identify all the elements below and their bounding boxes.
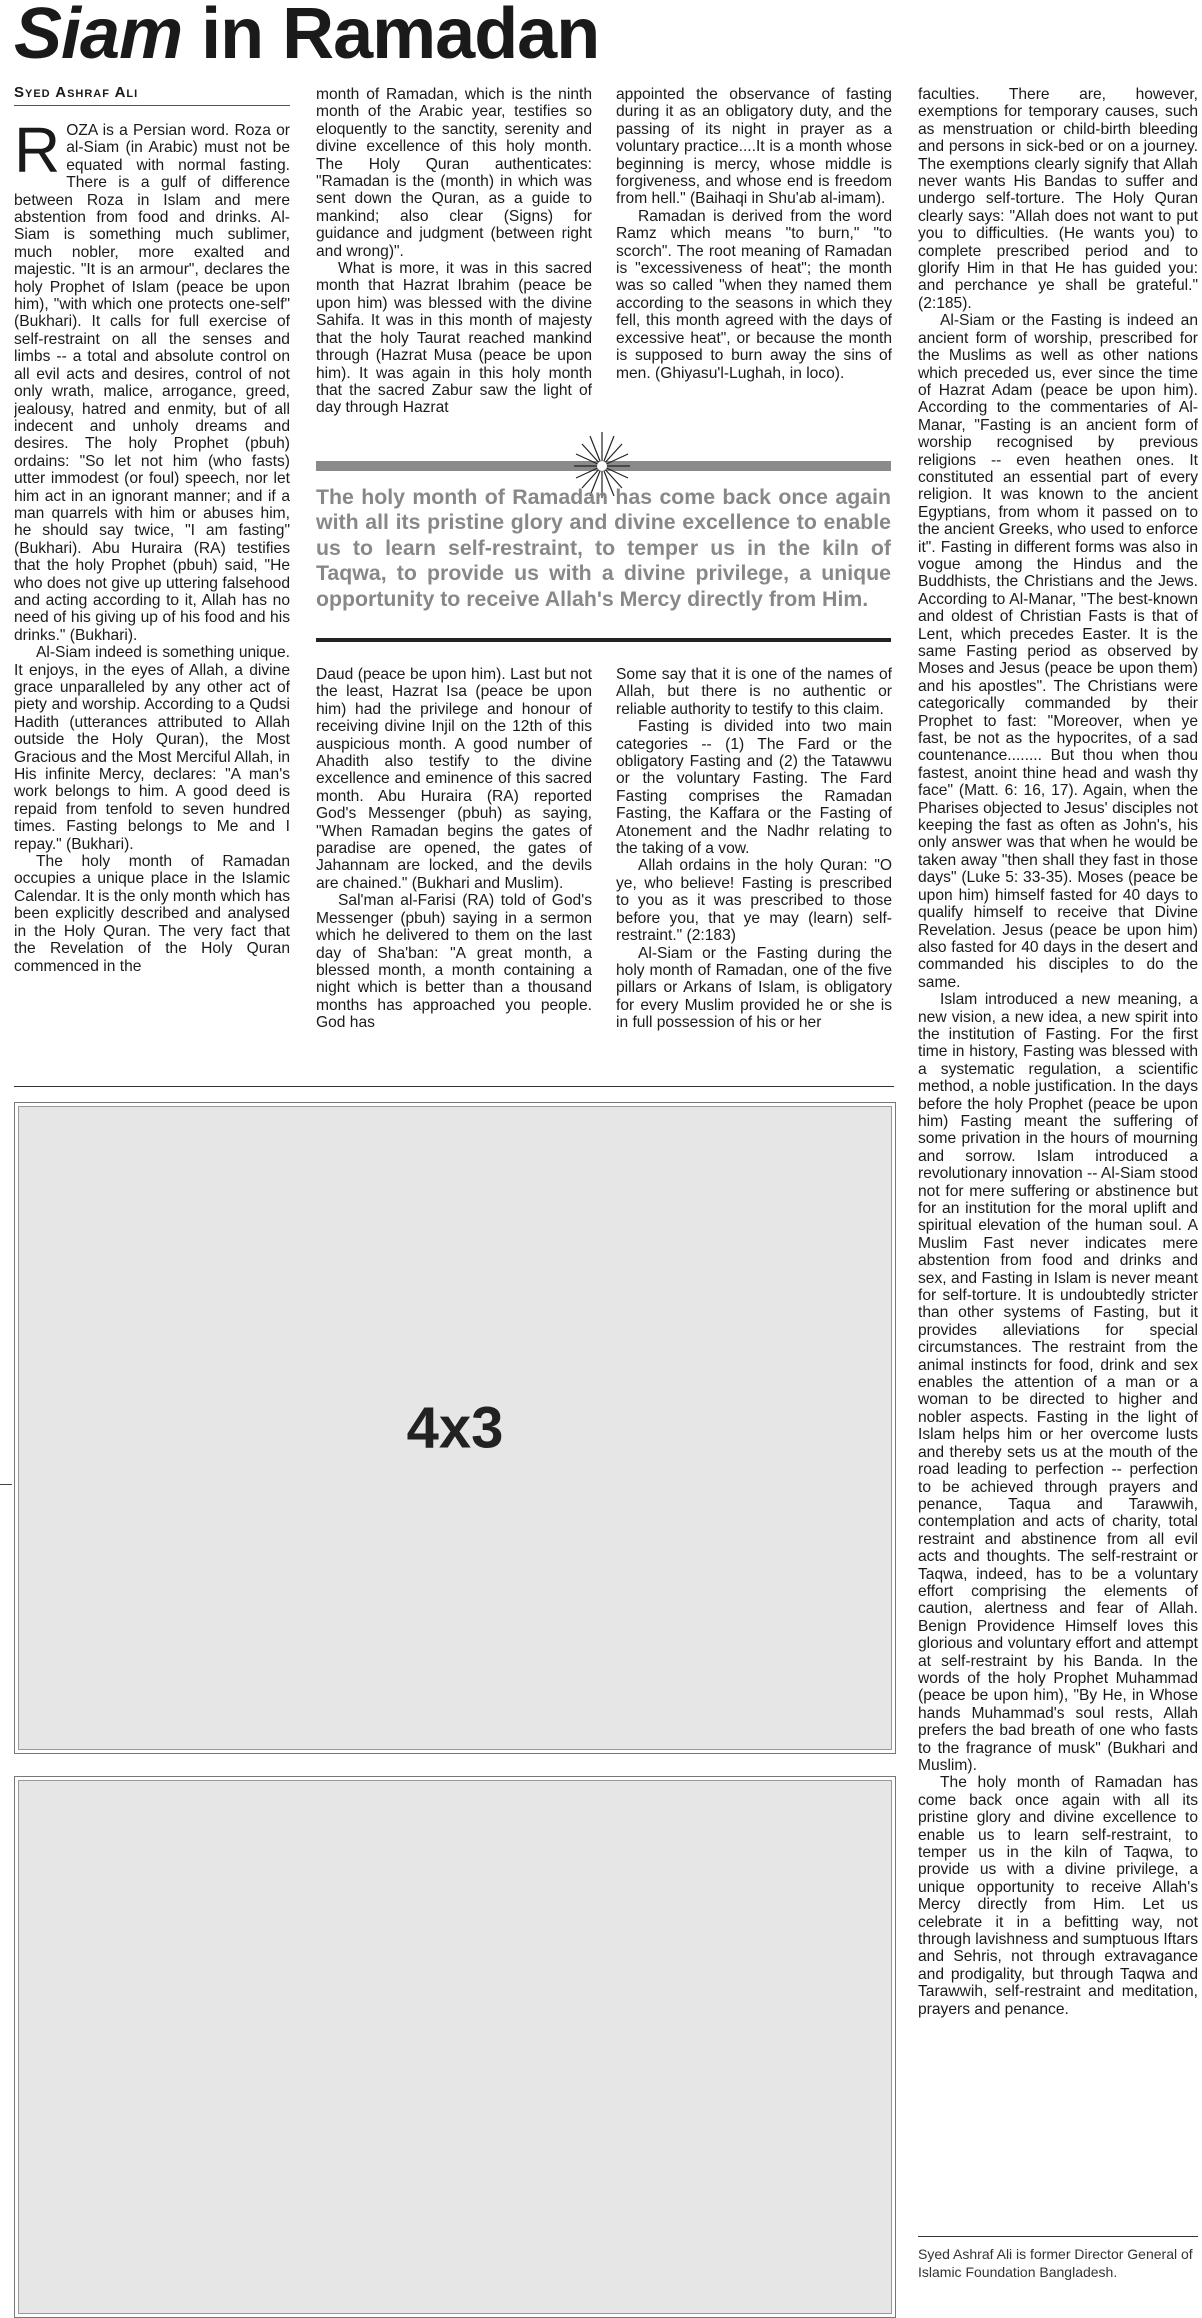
ad-placeholder-4x3 — [14, 1102, 896, 1754]
col4-paragraph-3: Islam introduced a new meaning, a new vision, a new idea, a new spirit into the institution of Fasting. For the first time in history, Fasting was blessed with a systematic regulation, a scientific method, a noble justification. In the days before the holy Prophet (peace be upon him) Fasting meant the suffering of some privation in the hours of mourning and sorrow. Islam introduced a revolutionary innovation -- Al-Siam stood not for mere suffering or abstinence but for an institution for the moral uplift and spiritual elevation of the human soul. A Muslim Fast never indicates mere abstention from food and drinks and sex, and Fasting in Islam is never meant for self-torture. It is undoubtedly stricter than other systems of Fasting, but it provides alleviations for special circumstances. The restraint from the animal instincts for food, drink and sex enables the attention of a man or a woman to be directed to higher and nobler aspects. Fasting in the light of Islam helps him or her overcome lusts and thereby sets us at the mouth of the road leading to perfection -- perfection to be achieved through prayers and penance, Taqua and Tarawwih, contemplation and acts of charity, total restraint and abstinence from all evil acts and thoughts. The self-restraint or Taqwa, indeed, has to be a voluntary effort comprising the elements of caution, alertness and fear of Allah. Benign Providence Himself loves this glorious and voluntary effort and attempt at self-restraint by his Banda. In the words of the holy Prophet Muhammad (peace be upon him), "By He, in Whose hands Muhammad's soul rests, Allah prefers the bad breath of one who fasts to the fragrance of musk" (Bukhari and Muslim). — [918, 991, 1198, 1774]
pull-quote — [316, 430, 891, 642]
ad-top-rule — [14, 1086, 894, 1087]
ad-size-label: 4x3 — [406, 1395, 504, 1461]
col2-paragraph-2: What is more, it was in this sacred month that Hazrat Ibrahim (peace be upon him) was blessed with the divine Sahifa. It was in this month of majesty that the holy Taurat reached mankind through (Hazrat Musa (peace be upon him). It was again in this holy month that the sacred Zabur saw the light of day through Hazrat — [316, 260, 592, 417]
col3b-paragraph-1: Some say that it is one of the names of Allah, but there is no authentic or reliable authority to testify to this claim. — [616, 666, 892, 718]
col2b-paragraph-1: Daud (peace be upon him). Last but not the least, Hazrat Isa (peace be upon him) had the privilege and honour of receiving divine Injil on the 12th of this auspicious month. A good number of Ahadith also testify to the divine excellence and eminence of this sacred month. Abu Huraira (RA) reported God's Messenger (pbuh) as saying, "When Ramadan begins the gates of paradise are opened, the gates of Jahannam are locked, and the devils are chained." (Bukhari and Muslim). — [316, 666, 592, 892]
column-1 — [14, 122, 290, 1082]
column-2-bottom — [316, 666, 592, 1082]
headline-italic: Siam — [14, 0, 183, 74]
column-4 — [918, 86, 1198, 2234]
col4-paragraph-2: Al-Siam or the Fasting is indeed an ancient form of worship, prescribed for the Muslims as well as other nations which preceded us, ever since the time of Hazrat Adam (peace be upon him). According to the commentaries of Al-Manar, "Fasting is an ancient form of worship recognised by previous religions -- even heathen ones. It constituted an essential part of every religion. It was known to the ancient Egyptians, from whom it passed on to the ancient Greeks, who used to enforce it". Fasting in different forms was also in vogue among the Hindus and the Buddhists, the Christians and the Jews. According to Al-Manar, "The best-known and oldest of Christian Fasts is that of Lent, which precedes Easter. It is the same Fasting period as observed by Moses and Jesus (peace be upon them) and his apostles". The Christians were categorically commanded by their Prophet to fast: "Moreover, when ye fast, be not as the hypocrites, of a sad countenance........ But thou when thou fastest, anoint thine head and wash thy face" (Matt. 6: 16, 17). Again, when the Pharises objected to Jesus' disciples not keeping the fast as often as John's, his only answer was that when he would be taken away "then shall they fast in those days" (Luke 5: 33-35). Moses (peace be upon him) himself fasted for 40 days to qualify himself to receive that Divine Revelation. Jesus (peace be upon him) also fasted for 40 days in the desert and commanded his disciples to do the same. — [918, 312, 1198, 991]
ad-placeholder-lower — [14, 1776, 896, 2318]
byline: Syed Ashraf Ali — [14, 84, 290, 106]
pull-quote-text: The holy month of Ramadan has come back once again with all its pristine glory and divine excellence to enable us to learn self-restraint, to temper us in the kiln of Taqwa, to provide us with a divine privilege, a unique opportunity to receive Allah's Mercy directly from Him. — [316, 485, 891, 611]
col3b-paragraph-2: Fasting is divided into two main categories -- (1) The Fard or the obligatory Fasting and (2) the Tatawwu or the voluntary Fasting. The Fard Fasting comprises the Ramadan Fasting, the Kaffara or the Fasting of Atonement and the Nadhr relating to the taking of a vow. — [616, 718, 892, 858]
col3-paragraph-1: appointed the observance of fasting during it as an obligatory duty, and the passing of its night in prayer as a voluntary practice....It is a month whose beginning is mercy, whose middle is forgiveness, and whose end is freedom from hell." (Baihaqi in Shu'ab al-imam). — [616, 86, 892, 208]
author-credit: Syed Ashraf Ali is former Director General of Islamic Foundation Bangladesh. — [918, 2246, 1193, 2280]
credit-rule — [918, 2236, 1198, 2237]
col1-paragraph-2: Al-Siam indeed is something unique. It enjoys, in the eyes of Allah, a divine grace unparalleled by any other act of piety and worship. According to a Qudsi Hadith (utterances attributed to Allah outside the Holy Quran), the Most Gracious and the Most Merciful Allah, in His infinite Mercy, declares: "A man's work belongs to him. A good deed is repaid from tenfold to seven hundred times. Fasting belongs to Me and I repay." (Bukhari). — [14, 644, 290, 853]
col1-paragraph-3: The holy month of Ramadan occupies a unique place in the Islamic Calendar. It is the only month which has been explicitly described and analysed in the Holy Quran. The very fact that the Revelation of the Holy Quran commenced in the — [14, 853, 290, 975]
pull-quote-rule — [316, 638, 891, 642]
column-2-top — [316, 86, 592, 432]
col4-paragraph-1: faculties. There are, however, exemptions for temporary causes, such as menstruation or child-birth bleeding and persons in sick-bed or on a journey. The exemptions clearly signify that Allah never wants His Bandas to suffer and undergo self-torture. The Holy Quran clearly says: "Allah does not want to put you to difficulties. (He wants you) to complete prescribed period and to glorify Him in that He has guided you: and perchance ye shall be grateful." (2:185). — [918, 86, 1198, 312]
col4-paragraph-4: The holy month of Ramadan has come back once again with all its pristine glory and divine excellence to enable us to learn self-restraint, to temper us in the kiln of Taqwa, to provide us with a divine privilege, a unique opportunity to receive Allah's Mercy directly from Him. Let us celebrate it in a befitting way, not through lavishness and sumptuous Iftars and Sehris, not through extravagance and prodigality, but through Taqwa and Tarawwih, self-restraint and meditation, prayers and penance. — [918, 1774, 1198, 2018]
headline-rest: in Ramadan — [182, 0, 600, 74]
drop-cap: R — [14, 122, 61, 186]
col3b-paragraph-4: Al-Siam or the Fasting during the holy month of Ramadan, one of the five pillars or Arkans of Islam, is obligatory for every Muslim provided he or she is in full possession of his or her — [616, 944, 892, 1032]
col1-p1-text: OZA is a Persian word. Roza or al-Siam (in Arabic) must not be equated with normal fasting. There is a gulf of difference between Roza in Islam and mere abstention from food and drinks. Al-Siam is something much sublimer, much nobler, more exalted and majestic. "It is an armour", declares the holy Prophet of Islam (peace be upon him), "with which one protects one-self" (Bukhari). It calls for full exercise of self-restraint on all the senses and limbs -- a total and absolute control on all evil acts and desires, control of not only wrath, malice, arrogance, greed, jealousy, hatred and enmity, but of all indecent and unholy dreams and desires. The holy Prophet (pbuh) ordains: "So let not him (who fasts) utter immodest (or foul) speech, nor let him act in an ignorant manner; and if a man quarrels with him or abuses him, he should say twice, "I am fasting" (Bukhari). Abu Huraira (RA) testifies that the holy Prophet (pbuh) said, "He who does not give up uttering falsehood and acting according to it, Allah has no need of his giving up of his food and his drinks." (Bukhari). — [14, 122, 290, 644]
headline — [14, 0, 599, 76]
column-3-bottom — [616, 666, 892, 1082]
col1-paragraph-1 — [14, 122, 290, 644]
col2b-paragraph-2: Sal'man al-Farisi (RA) told of God's Messenger (pbuh) saying in a sermon which he delivered to them on the last day of Sha'ban: "A great month, a blessed month, a month containing a night which is better than a thousand months has approached you people. God has — [316, 892, 592, 1032]
margin-tick — [0, 1484, 12, 1485]
column-3-top — [616, 86, 892, 432]
col3b-paragraph-3: Allah ordains in the holy Quran: "O ye, who believe! Fasting is prescribed to you as it was prescribed to those before you, that ye may (learn) self-restraint." (2:183) — [616, 857, 892, 945]
col2-paragraph-1: month of Ramadan, which is the ninth month of the Arabic year, testifies so eloquently to the sanctity, serenity and divine excellence of this holy month. The Holy Quran authenticates: "Ramadan is the (month) in which was sent down the Quran, as a guide to mankind; also clear (Signs) for guidance and judgment (between right and wrong)". — [316, 86, 592, 260]
col3-paragraph-2: Ramadan is derived from the word Ramz which means "to burn," "to scorch". The root meaning of Ramadan is "excessiveness of heat"; the month was so called "when they named them according to the seasons in which they fell, this month agreed with the days of excessive heat", or because the month is supposed to burn away the sins of men. (Ghiyasu'l-Lughah, in loco). — [616, 207, 892, 382]
